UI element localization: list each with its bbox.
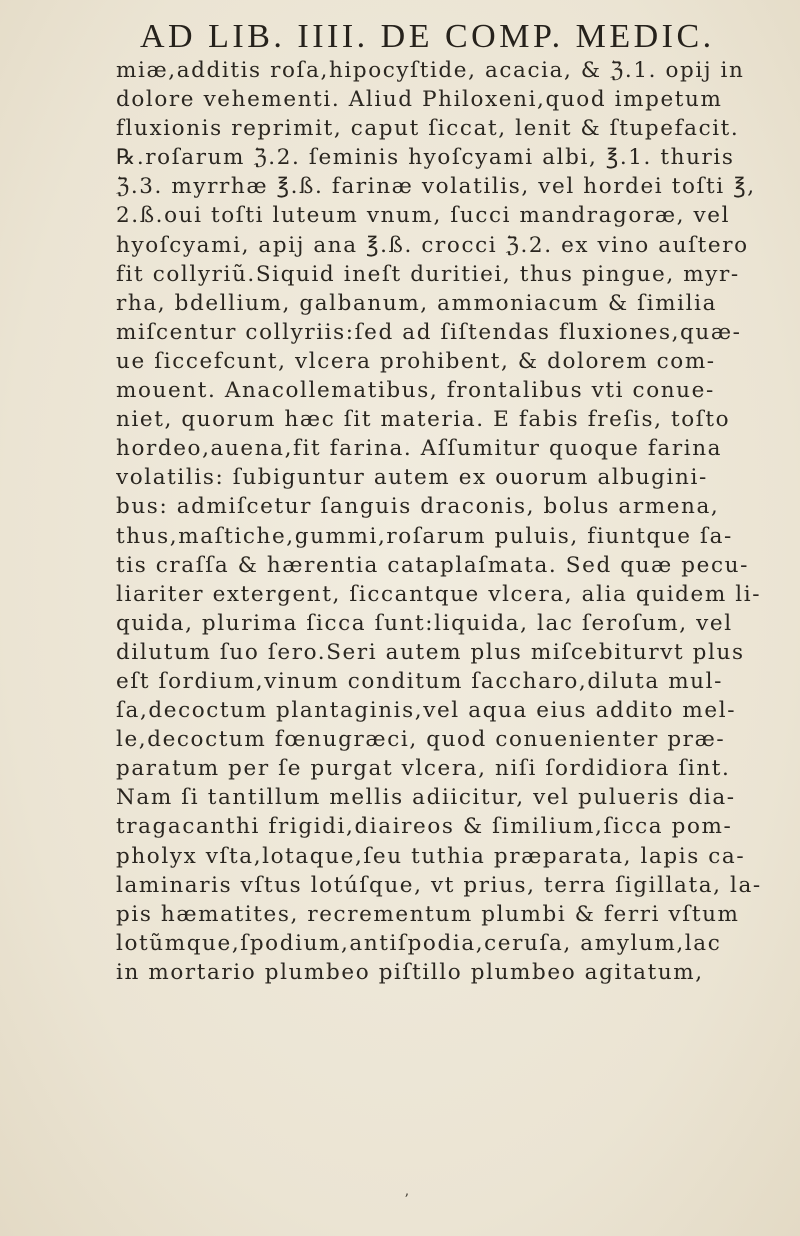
text-line: hordeo,auena,fit farina. Aſſumitur quoque farina (116, 436, 723, 462)
text-line: Nam ſi tantillum mellis adiicitur, vel pulueris dia- (116, 785, 736, 811)
running-header: AD LIB. IIII. DE COMP. MEDIC. (140, 18, 715, 55)
text-line: pholyx vſta,lotaque,ſeu tuthia præparata, lapis ca- (116, 843, 746, 869)
text-line: fit collyriũ.Siquid ineſt duritiei, thus pingue, myr- (116, 261, 740, 287)
text-line: in mortario plumbeo piſtillo plumbeo agitatum, (116, 959, 704, 985)
text-line: ℞.roſarum ℨ.2. ſeminis hyoſcyami albi, ℥.1. thuris (116, 145, 735, 171)
text-line: rha, bdellium, galbanum, ammoniacum & ſimilia (116, 290, 718, 316)
text-line: pis hæmatites, recrementum plumbi & ferri vſtum (116, 901, 740, 927)
text-line: tragacanthi frigidi,diaireos & ſimilium,ſicca pom- (116, 814, 733, 840)
text-line: laminaris vſtus lotúſque, vt prius, terra ſigillata, la- (116, 872, 762, 898)
text-line: niet, quorum hæc ſit materia. E fabis freſis, toſto (116, 407, 731, 433)
text-line: fluxionis reprimit, caput ſiccat, lenit & ſtupefacit. (116, 116, 740, 142)
text-line: miæ,additis roſa,hipocyſtide, acacia, & ℨ.1. opij in (116, 58, 745, 83)
text-line: liariter extergent, ſiccantque vlcera, alia quidem li- (116, 581, 762, 607)
text-line: paratum per ſe purgat vlcera, niſi ſordidiora ſint. (116, 756, 731, 782)
text-line: miſcentur collyriis:ſed ad ſiſtendas fluxiones,quæ- (116, 319, 742, 345)
text-line: ue ſiccefcunt, vlcera prohibent, & dolorem com- (116, 348, 716, 374)
text-line: tis craſſa & hærentia cataplaſmata. Sed quæ pecu- (116, 552, 749, 578)
text-line: mouent. Anacollematibus, frontalibus vti conue- (116, 378, 715, 404)
text-line: thus,maſtiche,gummi,roſarum puluis, fiuntque ſa- (116, 523, 733, 549)
text-line: eſt ſordium,vinum conditum ſaccharo,diluta mul- (116, 668, 723, 694)
text-line: 2.ß.oui toſti luteum vnum, ſucci mandragoræ, vel (116, 203, 731, 229)
page-mark: ʼ (404, 1192, 409, 1208)
text-line: hyoſcyami, apij ana ℥.ß. crocci ℨ.2. ex vino auſtero (116, 232, 749, 258)
text-line: volatilis: ſubiguntur autem ex ouorum albugini- (116, 465, 708, 491)
text-line: dolore vehementi. Aliud Philoxeni,quod impetum (116, 87, 723, 113)
body-text (116, 56, 776, 987)
text-line: quida, plurima ſicca ſunt:liquida, lac ſeroſum, vel (116, 610, 733, 636)
text-line: ℨ.3. myrrhæ ℥.ß. farinæ volatilis, vel hordei toſti ℥, (116, 174, 756, 200)
text-line: le,decoctum fœnugræci, quod conuenienter præ- (116, 727, 726, 753)
text-line: ſa,decoctum plantaginis,vel aqua eius addito mel- (116, 698, 737, 724)
text-line: bus: admiſcetur ſanguis draconis, bolus armena, (116, 494, 720, 520)
text-line: dilutum ſuo ſero.Seri autem plus miſcebiturvt plus (116, 639, 745, 665)
text-line: lotũmque,ſpodium,antiſpodia,ceruſa, amylum,lac (116, 930, 722, 956)
